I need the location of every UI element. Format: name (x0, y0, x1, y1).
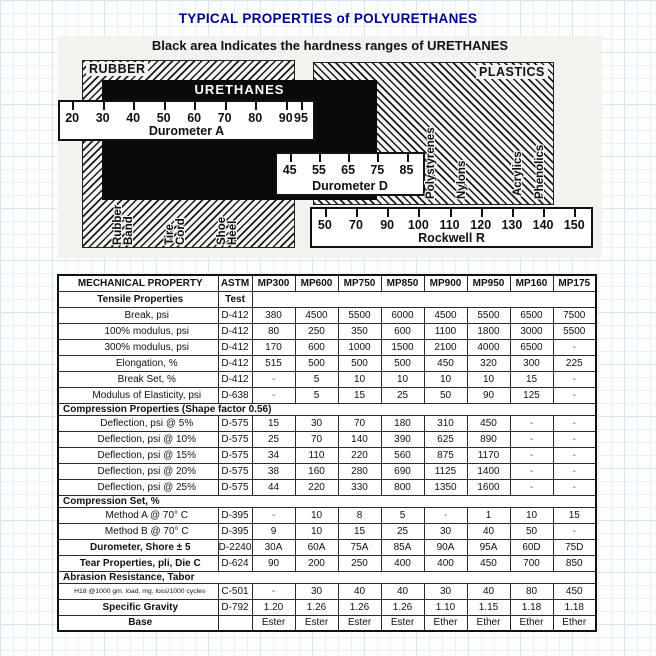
value-cell: Ether (424, 615, 467, 631)
astm-cell: D-2240 (218, 539, 252, 555)
value-cell: 160 (295, 463, 338, 479)
value-cell: 125 (510, 387, 553, 403)
value-cell: - (553, 479, 596, 495)
value-cell: - (252, 507, 295, 523)
value-cell: 5 (381, 507, 424, 523)
property-cell: Specific Gravity (58, 599, 218, 615)
value-cell: 40 (467, 523, 510, 539)
value-cell: 5500 (338, 307, 381, 323)
column-header: MP900 (424, 275, 467, 291)
value-cell: Ester (295, 615, 338, 631)
table-row (58, 599, 596, 615)
ruler-tick-label: 120 (470, 218, 492, 232)
value-cell: 400 (424, 555, 467, 571)
value-cell: 220 (295, 479, 338, 495)
value-cell: 25 (381, 387, 424, 403)
astm-cell: D-575 (218, 479, 252, 495)
rubber-example-label: Rubber Band (112, 204, 135, 245)
value-cell: 10 (381, 371, 424, 387)
table-row (58, 479, 596, 495)
section-header-cell: Abrasion Resistance, Tabor (58, 571, 596, 583)
ruler-tick-label: 80 (248, 111, 263, 125)
table-row (58, 371, 596, 387)
value-cell: 1.26 (338, 599, 381, 615)
value-cell: 850 (553, 555, 596, 571)
plastic-example-label: Nylons (456, 160, 468, 199)
ruler-tick-label: 150 (563, 218, 585, 232)
ruler-tick-label: 70 (349, 218, 363, 232)
page-title: TYPICAL PROPERTIES of POLYURETHANES (178, 11, 478, 26)
value-cell: 15 (510, 371, 553, 387)
astm-cell: D-412 (218, 339, 252, 355)
value-cell: 34 (252, 447, 295, 463)
value-cell: - (252, 371, 295, 387)
value-cell: 75D (553, 539, 596, 555)
ruler-tick-label: 20 (65, 111, 80, 125)
value-cell: 515 (252, 355, 295, 371)
value-cell: 1.20 (252, 599, 295, 615)
value-cell: 5 (295, 387, 338, 403)
value-cell: 450 (467, 555, 510, 571)
value-cell: 7500 (553, 307, 596, 323)
value-cell: 1125 (424, 463, 467, 479)
ruler-tick (377, 154, 379, 162)
value-cell: - (424, 507, 467, 523)
column-header: MP175 (553, 275, 596, 291)
value-cell: 5 (295, 371, 338, 387)
value-cell: 75A (338, 539, 381, 555)
ruler-tick-label: 45 (282, 163, 297, 177)
value-cell: - (553, 387, 596, 403)
value-cell: 625 (424, 431, 467, 447)
value-cell: 220 (338, 447, 381, 463)
value-cell: 15 (252, 415, 295, 431)
durometer-d-scale (275, 152, 425, 196)
astm-cell: D-575 (218, 447, 252, 463)
section-header-cell: Compression Set, % (58, 495, 596, 507)
property-cell: Deflection, psi @ 15% (58, 447, 218, 463)
value-cell: 80 (252, 323, 295, 339)
table-row (58, 539, 596, 555)
table-row (58, 523, 596, 539)
astm-cell: D-412 (218, 355, 252, 371)
value-cell: - (510, 447, 553, 463)
table-row (58, 555, 596, 571)
value-cell: 30A (252, 539, 295, 555)
table-row (58, 507, 596, 523)
rubber-example-label: Tire Cord (164, 218, 187, 245)
property-cell: 300% modulus, psi (58, 339, 218, 355)
ruler-tick-label: 110 (439, 218, 460, 232)
rubber-region-label: RUBBER (86, 62, 148, 76)
ruler-tick-label: 70 (217, 111, 232, 125)
property-cell: Method A @ 70° C (58, 507, 218, 523)
value-cell: 8 (338, 507, 381, 523)
ruler-tick-label: 90 (380, 218, 395, 232)
rockwell-r-scale-label: Rockwell R (418, 231, 485, 245)
value-cell: 10 (467, 371, 510, 387)
value-cell: 1000 (338, 339, 381, 355)
value-cell: 320 (467, 355, 510, 371)
value-cell: Ester (252, 615, 295, 631)
value-cell: - (510, 431, 553, 447)
ruler-tick (164, 102, 166, 110)
value-cell: 30 (295, 415, 338, 431)
value-cell: - (510, 415, 553, 431)
plastic-example-label: Polystyrenes (425, 127, 437, 199)
value-cell: 1400 (467, 463, 510, 479)
astm-cell: D-395 (218, 523, 252, 539)
astm-cell: D-412 (218, 323, 252, 339)
value-cell: 15 (338, 387, 381, 403)
durometer-d-scale-label: Durometer D (312, 179, 388, 193)
value-cell: 70 (338, 415, 381, 431)
value-cell: 500 (381, 355, 424, 371)
ruler-tick-label: 60 (187, 111, 202, 125)
value-cell: 50 (510, 523, 553, 539)
value-cell: 70 (295, 431, 338, 447)
value-cell: 90A (424, 539, 467, 555)
ruler-tick (450, 209, 452, 217)
ruler-tick-label: 50 (156, 111, 171, 125)
value-cell: - (252, 583, 295, 599)
property-cell: Tear Properties, pli, Die C (58, 555, 218, 571)
value-cell: 110 (295, 447, 338, 463)
value-cell: - (553, 463, 596, 479)
value-cell: 44 (252, 479, 295, 495)
plastic-example-label: Phenolics (534, 144, 546, 199)
ruler-tick (103, 102, 105, 110)
plastics-region-label: PLASTICS (476, 65, 548, 79)
value-cell: 350 (338, 323, 381, 339)
column-header: MP850 (381, 275, 424, 291)
value-cell: 2100 (424, 339, 467, 355)
property-cell: Modulus of Elasticity, psi (58, 387, 218, 403)
value-cell: 3000 (510, 323, 553, 339)
subheader-astm-test: Test (218, 291, 252, 307)
value-cell: Ether (553, 615, 596, 631)
value-cell: 1.26 (381, 599, 424, 615)
value-cell: 800 (381, 479, 424, 495)
column-header: MP300 (252, 275, 295, 291)
table-row (58, 615, 596, 631)
subheader-spacer (252, 291, 596, 307)
ruler-tick-label: 100 (407, 218, 429, 232)
value-cell: Ether (510, 615, 553, 631)
value-cell: - (553, 447, 596, 463)
value-cell: 95A (467, 539, 510, 555)
mechanical-properties-table (57, 274, 597, 632)
value-cell: 1800 (467, 323, 510, 339)
value-cell: 4500 (424, 307, 467, 323)
value-cell: 280 (338, 463, 381, 479)
value-cell: 25 (252, 431, 295, 447)
value-cell: 10 (295, 507, 338, 523)
column-header: MP750 (338, 275, 381, 291)
value-cell: - (553, 431, 596, 447)
property-cell: Durometer, Shore ± 5 (58, 539, 218, 555)
ruler-tick (407, 154, 409, 162)
value-cell: 390 (381, 431, 424, 447)
table-row (58, 323, 596, 339)
value-cell: 170 (252, 339, 295, 355)
astm-cell: D-412 (218, 371, 252, 387)
property-cell: Deflection, psi @ 25% (58, 479, 218, 495)
value-cell: - (553, 523, 596, 539)
value-cell: 310 (424, 415, 467, 431)
value-cell: 1600 (467, 479, 510, 495)
value-cell: 4000 (467, 339, 510, 355)
ruler-tick (418, 209, 420, 217)
value-cell: - (553, 415, 596, 431)
table-row (58, 431, 596, 447)
value-cell: 180 (381, 415, 424, 431)
ruler-tick (325, 209, 327, 217)
value-cell: 6000 (381, 307, 424, 323)
table-row (58, 415, 596, 431)
value-cell: 60A (295, 539, 338, 555)
column-header: MP950 (467, 275, 510, 291)
ruler-tick-label: 85 (399, 163, 414, 177)
value-cell: 1.10 (424, 599, 467, 615)
ruler-tick (133, 102, 135, 110)
value-cell: 600 (381, 323, 424, 339)
plastic-example-label: Acrylics (512, 151, 524, 196)
value-cell: 690 (381, 463, 424, 479)
value-cell: 890 (467, 431, 510, 447)
value-cell: 200 (295, 555, 338, 571)
property-cell: Method B @ 70° C (58, 523, 218, 539)
ruler-tick (290, 154, 292, 162)
subheader-tensile-properties: Tensile Properties (58, 291, 218, 307)
table-section-row (58, 403, 596, 415)
value-cell: 225 (553, 355, 596, 371)
table-row (58, 355, 596, 371)
astm-cell: D-624 (218, 555, 252, 571)
ruler-tick (356, 209, 358, 217)
table-row (58, 583, 596, 599)
value-cell: 30 (424, 523, 467, 539)
table-row (58, 339, 596, 355)
table-section-row (58, 571, 596, 583)
value-cell: 5500 (553, 323, 596, 339)
diagram-subtitle: Black area Indicates the hardness ranges of URETHANES (151, 38, 509, 53)
ruler-tick-label: 55 (311, 163, 326, 177)
value-cell: 1.18 (510, 599, 553, 615)
value-cell: 10 (295, 523, 338, 539)
value-cell: 500 (295, 355, 338, 371)
value-cell: 250 (295, 323, 338, 339)
value-cell: 40 (338, 583, 381, 599)
value-cell: 330 (338, 479, 381, 495)
value-cell: 250 (338, 555, 381, 571)
ruler-tick-label: 130 (501, 218, 523, 232)
value-cell: - (553, 339, 596, 355)
value-cell: 80 (510, 583, 553, 599)
value-cell: 450 (467, 415, 510, 431)
section-header-cell: Compression Properties (Shape factor 0.56) (58, 403, 596, 415)
property-cell: Deflection, psi @ 5% (58, 415, 218, 431)
value-cell: 140 (338, 431, 381, 447)
value-cell: 1.18 (553, 599, 596, 615)
table-subheader-row (58, 291, 596, 307)
value-cell: 450 (553, 583, 596, 599)
ruler-tick-label: 95 (294, 111, 308, 125)
property-cell: Base (58, 615, 218, 631)
value-cell: 10 (338, 371, 381, 387)
astm-cell: D-792 (218, 599, 252, 615)
value-cell: 6500 (510, 307, 553, 323)
value-cell: - (252, 387, 295, 403)
value-cell: 9 (252, 523, 295, 539)
ruler-tick (319, 154, 321, 162)
ruler-tick (543, 209, 545, 217)
value-cell: 60D (510, 539, 553, 555)
value-cell: 1100 (424, 323, 467, 339)
value-cell: 4500 (295, 307, 338, 323)
durometer-a-scale (58, 100, 315, 141)
value-cell: Ester (381, 615, 424, 631)
value-cell: 380 (252, 307, 295, 323)
table-section-row (58, 495, 596, 507)
rockwell-r-scale (310, 207, 593, 248)
ruler-tick (301, 102, 303, 110)
value-cell: 1170 (467, 447, 510, 463)
value-cell: 90 (467, 387, 510, 403)
property-cell: 100% modulus, psi (58, 323, 218, 339)
table-row (58, 463, 596, 479)
value-cell: 10 (424, 371, 467, 387)
value-cell: 90 (252, 555, 295, 571)
hardness-diagram (58, 36, 602, 258)
ruler-tick (481, 209, 483, 217)
value-cell: 700 (510, 555, 553, 571)
value-cell: 40 (381, 583, 424, 599)
table-row (58, 307, 596, 323)
ruler-tick-label: 50 (317, 218, 332, 232)
value-cell: 30 (295, 583, 338, 599)
ruler-tick (286, 102, 288, 110)
ruler-tick-label: 90 (278, 111, 293, 125)
value-cell: Ester (338, 615, 381, 631)
value-cell: 300 (510, 355, 553, 371)
table-row (58, 447, 596, 463)
astm-cell: D-575 (218, 431, 252, 447)
value-cell: 400 (381, 555, 424, 571)
property-cell: Deflection, psi @ 10% (58, 431, 218, 447)
value-cell: 6500 (510, 339, 553, 355)
table-header-row (58, 275, 596, 291)
astm-cell: D-638 (218, 387, 252, 403)
astm-cell (218, 615, 252, 631)
ruler-tick (387, 209, 389, 217)
ruler-tick (225, 102, 227, 110)
value-cell: 500 (338, 355, 381, 371)
value-cell: 10 (510, 507, 553, 523)
value-cell: 450 (424, 355, 467, 371)
value-cell: 15 (338, 523, 381, 539)
value-cell: 1350 (424, 479, 467, 495)
ruler-tick (72, 102, 74, 110)
property-cell: Break Set, % (58, 371, 218, 387)
column-header-property: MECHANICAL PROPERTY (58, 275, 218, 291)
column-header: MP600 (295, 275, 338, 291)
ruler-tick (255, 102, 257, 110)
value-cell: 600 (295, 339, 338, 355)
astm-cell: D-395 (218, 507, 252, 523)
property-cell: Deflection, psi @ 20% (58, 463, 218, 479)
value-cell: 30 (424, 583, 467, 599)
column-header: ASTM (218, 275, 252, 291)
ruler-tick (194, 102, 196, 110)
property-cell: Break, psi (58, 307, 218, 323)
ruler-tick-label: 140 (532, 218, 554, 232)
value-cell: 38 (252, 463, 295, 479)
value-cell: 560 (381, 447, 424, 463)
value-cell: 15 (553, 507, 596, 523)
value-cell: 40 (467, 583, 510, 599)
value-cell: 1.15 (467, 599, 510, 615)
urethanes-label: URETHANES (194, 82, 285, 97)
astm-cell: D-412 (218, 307, 252, 323)
astm-cell: D-575 (218, 463, 252, 479)
value-cell: 875 (424, 447, 467, 463)
property-cell: H18 @1000 gm. load, mg. loss/1000 cycles (58, 583, 218, 599)
value-cell: 5500 (467, 307, 510, 323)
value-cell: 50 (424, 387, 467, 403)
rubber-example-label: Shoe Heel (216, 216, 239, 245)
value-cell: - (510, 479, 553, 495)
value-cell: 85A (381, 539, 424, 555)
value-cell: - (510, 463, 553, 479)
ruler-tick-label: 75 (370, 163, 385, 177)
table-row (58, 387, 596, 403)
astm-cell: C-501 (218, 583, 252, 599)
value-cell: Ether (467, 615, 510, 631)
astm-cell: D-575 (218, 415, 252, 431)
ruler-tick (512, 209, 514, 217)
value-cell: - (553, 371, 596, 387)
ruler-tick-label: 40 (126, 111, 141, 125)
value-cell: 1 (467, 507, 510, 523)
property-cell: Elongation, % (58, 355, 218, 371)
value-cell: 1.26 (295, 599, 338, 615)
ruler-tick-label: 30 (95, 111, 110, 125)
column-header: MP160 (510, 275, 553, 291)
ruler-tick (574, 209, 576, 217)
value-cell: 1500 (381, 339, 424, 355)
value-cell: 25 (381, 523, 424, 539)
ruler-tick (348, 154, 350, 162)
ruler-tick-label: 65 (341, 163, 356, 177)
durometer-a-scale-label: Durometer A (148, 124, 225, 138)
